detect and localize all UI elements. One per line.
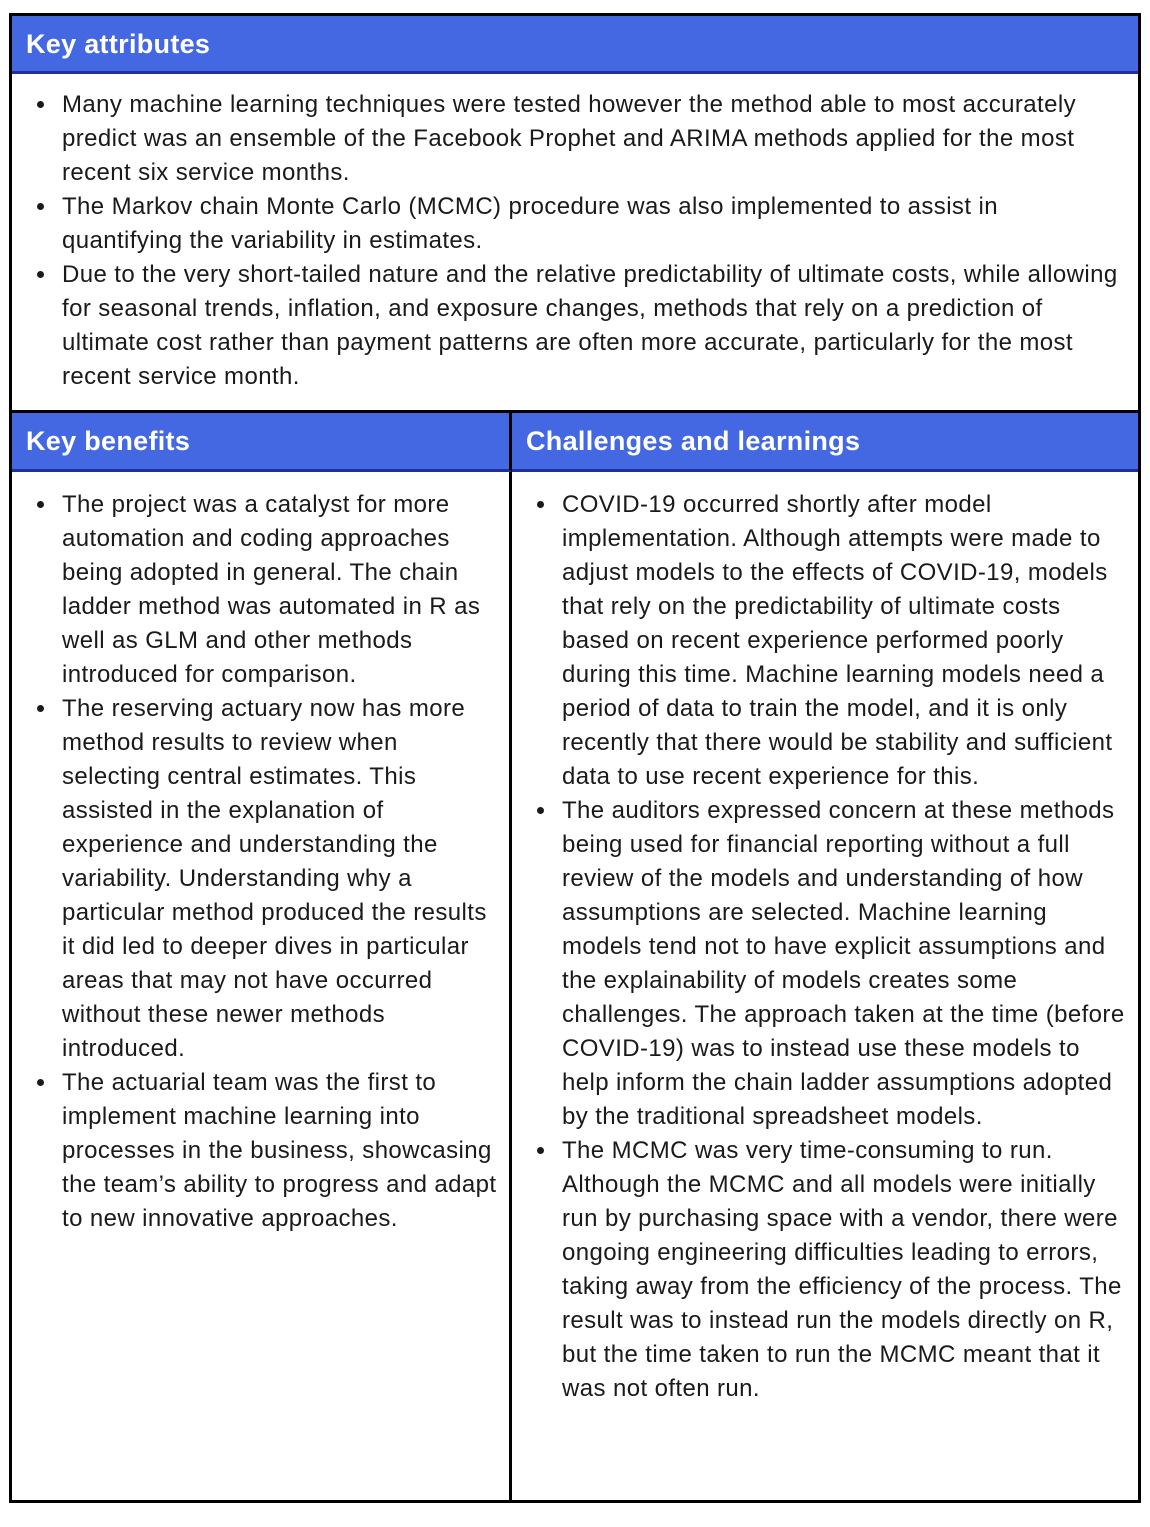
key-benefits-title: Key benefits bbox=[26, 426, 191, 457]
challenges-bullet: • The auditors expressed concern at these methods being used for financial reporting without a full review of the models and understanding of how assumptions are selected. Machine learning models tend not to have explicit assumptions and the explainability of models creates some challenges. The approach taken at the time (before COVID-19) was to instead use these models to help inform the chain ladder assumptions adopted by the traditional spreadsheet models. bbox=[558, 794, 1128, 1134]
key-attributes-bullet: • Many machine learning techniques were tested however the method able to most accurately predict was an ensemble of the Facebook Prophet and ARIMA methods applied for the most recent six service months. bbox=[58, 88, 1122, 190]
key-benefits-bullet: • The reserving actuary now has more method results to review when selecting central estimates. This assisted in the explanation of experience and understanding the variability. Understanding why a particular method produced the results it did led to deeper dives in particular areas that may not have occurred without these newer methods introduced. bbox=[58, 692, 499, 1066]
key-benefits-list bbox=[12, 488, 499, 1236]
challenges-title: Challenges and learnings bbox=[526, 426, 861, 457]
challenges-header bbox=[512, 413, 1138, 471]
two-column-body-row bbox=[12, 472, 1138, 1500]
key-benefits-bullet: • The actuarial team was the first to implement machine learning into processes in the business, showcasing the team’s ability to progress and adapt to new innovative approaches. bbox=[58, 1066, 499, 1236]
challenges-list bbox=[512, 488, 1128, 1406]
summary-table bbox=[9, 13, 1141, 1503]
key-attributes-body bbox=[12, 74, 1138, 410]
key-benefits-bullet: • The project was a catalyst for more automation and coding approaches being adopted in general. The chain ladder method was automated in R as well as GLM and other methods introduced for comparison. bbox=[58, 488, 499, 692]
key-benefits-header bbox=[12, 413, 512, 471]
challenges-bullet: • COVID-19 occurred shortly after model implementation. Although attempts were made to adjust models to the effects of COVID-19, models that rely on the predictability of ultimate costs based on recent experience performed poorly during this time. Machine learning models need a period of data to train the model, and it is only recently that there would be stability and sufficient data to use recent experience for this. bbox=[558, 488, 1128, 794]
challenges-bullet: • The MCMC was very time-consuming to run. Although the MCMC and all models were initially run by purchasing space with a vendor, there were ongoing engineering difficulties leading to errors, taking away from the efficiency of the process. The result was to instead run the models directly on R, but the time taken to run the MCMC meant that it was not often run. bbox=[558, 1134, 1128, 1406]
key-attributes-title: Key attributes bbox=[26, 29, 211, 59]
key-benefits-body bbox=[12, 472, 512, 1500]
key-attributes-list bbox=[12, 88, 1122, 394]
key-attributes-bullet: • The Markov chain Monte Carlo (MCMC) procedure was also implemented to assist in quantifying the variability in estimates. bbox=[58, 190, 1122, 258]
key-attributes-bullet: • Due to the very short-tailed nature and the relative predictability of ultimate costs, while allowing for seasonal trends, inflation, and exposure changes, methods that rely on a prediction of ultimate cost rather than payment patterns are often more accurate, particularly for the most recent service month. bbox=[58, 258, 1122, 394]
key-attributes-header bbox=[12, 16, 1138, 74]
two-column-header-row bbox=[12, 410, 1138, 471]
challenges-body bbox=[512, 472, 1138, 1500]
